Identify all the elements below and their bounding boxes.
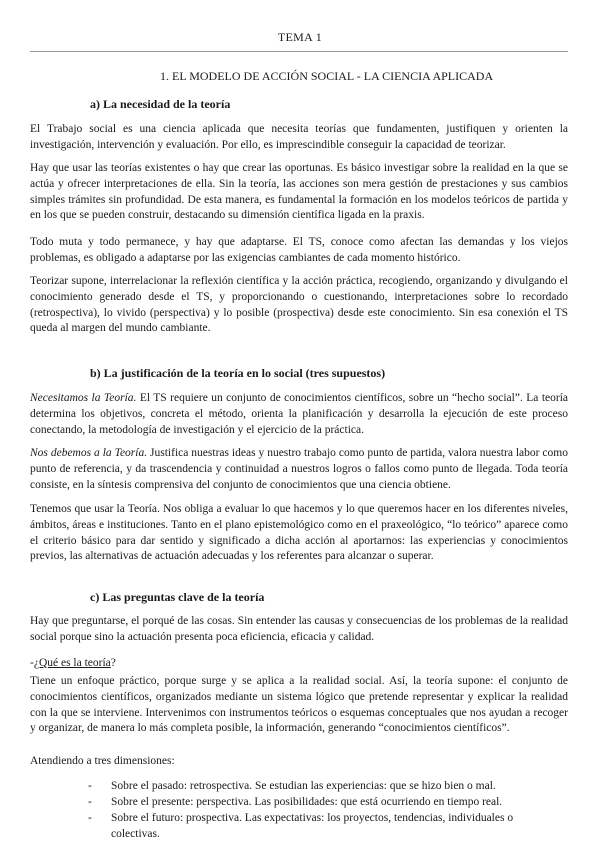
list-item-text: Sobre el futuro: prospectiva. Las expectativas: los proyectos, tendencias, individuales o colectivas. [111,812,514,840]
heading-b: b) La justificación de la teoría en lo social (tres supuestos) [90,366,386,380]
paragraph-b1-text: El TS requiere un conjunto de conocimientos científicos, sobre un “hecho social”. La teoría determina los objetivos, concreta el método, orienta la planificación y desarrolla la ejecución de este proceso conectando, la metodología de investigación y el ejercicio de la práctica. [30,392,568,436]
paragraph-b1-lead: Necesitamos la Teoría. [30,392,137,404]
heading-a: a) La necesidad de la teoría [90,97,231,111]
list-item [88,810,558,842]
paragraph-b2 [30,446,568,493]
list-item [88,794,558,810]
paragraph-a1: El Trabajo social es una ciencia aplicada que necesita teorías que fundamenten, justifiquen y orienten la investigación, intervención y evaluación. Por ello, es imprescindible conseguir la capacidad de teorizar. [30,123,568,151]
question-suffix: ? [110,657,116,669]
paragraph-a4: Teorizar supone, interrelacionar la reflexión científica y la acción práctica, recogiendo, organizando y divulgando el conocimiento generado desde el TS, y proporcionando o cuestionando, interpretaciones sobre lo recordado (retrospectiva), lo vivido (perspectiva) y lo posible (prospectiva) desde este conocimiento. Sin esa conexión el TS queda al margen del mundo cambiante. [30,275,568,335]
list-item-text: Sobre el pasado: retrospectiva. Se estudian las experiencias: que se hizo bien o mal. [111,780,496,792]
list-dash: - [88,812,92,824]
section-title: 1. EL MODELO DE ACCIÓN SOCIAL - LA CIENCIA APLICADA [160,69,494,83]
dimensions-list [88,778,558,842]
paragraph-b3: Tenemos que usar la Teoría. Nos obliga a evaluar lo que hacemos y lo que queremos hacer en los diferentes niveles, ámbitos, áreas e instituciones. Tanto en el plano epistemológico como en el praxeológico, “lo teórico” aparece como el criterio básico para dar sentido y significado a dicha acción al aportarnos: las experiencias y conocimientos previos, las alternativas de actuación adecuadas y los referentes para alcanzar o superar. [30,503,568,563]
paragraph-a2: Hay que usar las teorías existentes o hay que crear las oportunas. Es básico investigar sobre la realidad en la que se actúa y ofrecer interpretaciones de ella. Sin la teoría, las acciones son mera gestión de prestaciones y sus cambios simples trámites sin profundidad. De esta manera, es fundamental la formación en los modelos teóricos de partida y en los que se pueden construir, destacando su dimensión científica ligada en la praxis. [30,162,568,222]
list-dash: - [88,796,92,808]
paragraph-a3: Todo muta y todo permanece, y hay que adaptarse. El TS, conoce como afectan las demandas y los viejos problemas, es obligado a adaptarse por las exigencias cambiantes de cada momento histórico. [30,236,568,264]
list-item [88,778,558,794]
question-what-is-theory [30,656,116,672]
header-divider [30,51,568,52]
paragraph-b2-lead: Nos debemos a la Teoría. [30,447,148,459]
question-text: ¿Qué es la teoría [33,657,111,669]
dimensions-intro: Atendiendo a tres dimensiones: [30,755,175,767]
list-dash: - [88,780,92,792]
question-prefix: - [30,657,34,669]
heading-c: c) Las preguntas clave de la teoría [90,590,265,604]
paragraph-b1 [30,391,568,438]
paragraph-b2-text: Justifica nuestras ideas y nuestro trabajo como punto de partida, valora nuestra labor como punto de referencia, y da trascendencia y continuidad a nuestros logros o fallos como punto de llegada. Toda teoría consiste, en la síntesis comprensiva del conjunto de conocimientos que una ciencia obtiene. [30,447,568,491]
page-header-title: TEMA 1 [277,30,323,44]
list-item-text: Sobre el presente: perspectiva. Las posibilidades: que está ocurriendo en tiempo real. [111,796,503,808]
paragraph-c2: Tiene un enfoque práctico, porque surge y se aplica a la realidad social. Así, la teoría supone: el conjunto de conocimientos científicos, organizados mediante un sistema lógico que pretende representar y explicar la realidad con la que se interviene. Intervenimos con instrumentos teóricos o esquemas conceptuales que nos ayudan a recoger y organizar, de manera lo más completa posible, la información, generando “conocimientos científicos”. [30,675,568,735]
paragraph-c1: Hay que preguntarse, el porqué de las cosas. Sin entender las causas y consecuencias de los problemas de la realidad social porque sino la actuación presenta poca eficiencia, eficacia y calidad. [30,615,568,643]
